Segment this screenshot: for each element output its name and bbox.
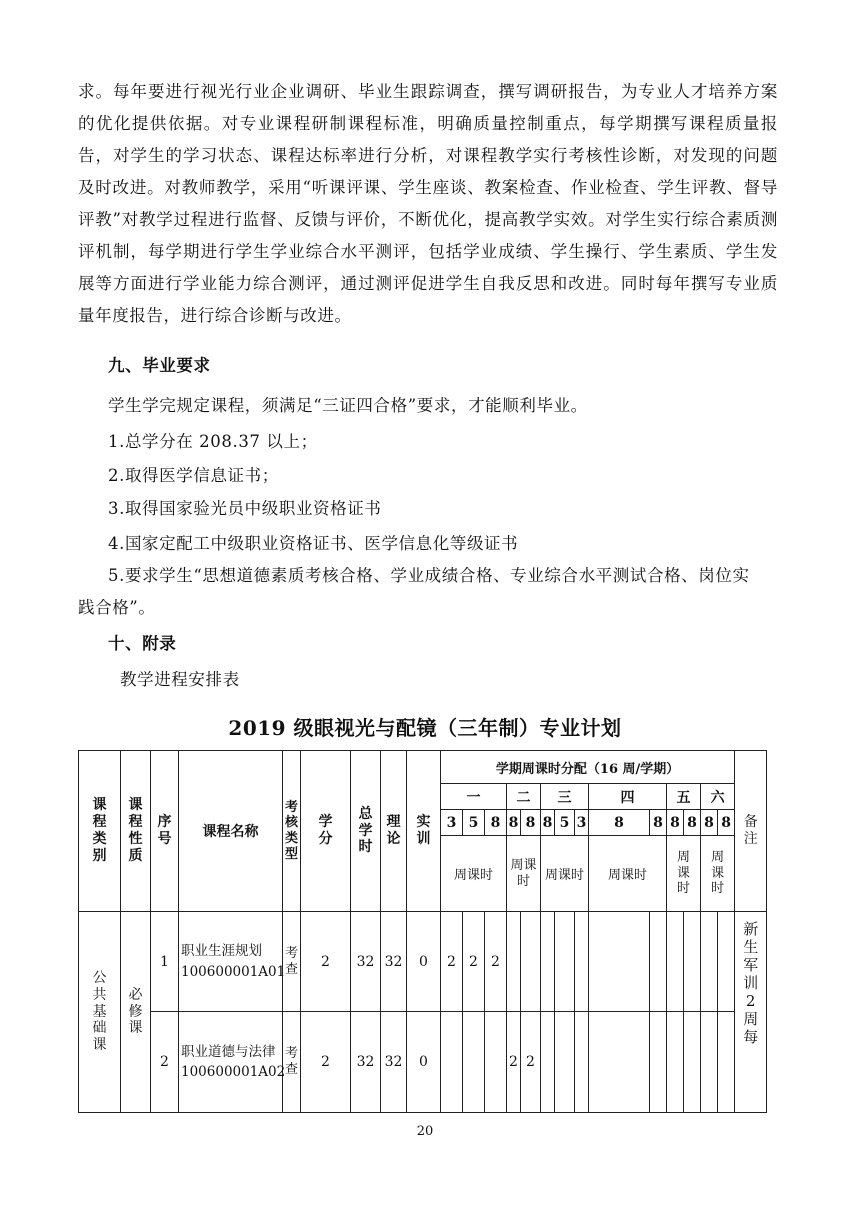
row-seq: 1 — [151, 912, 179, 1012]
weekly-hours-label: 周课时 — [507, 836, 541, 912]
weekly-hours-label: 周课时 — [541, 836, 589, 912]
row-hours — [667, 1012, 684, 1113]
nature-value: 必修课 — [121, 912, 151, 1113]
requirement-1: 1.总学分在 208.37 以上； — [108, 432, 318, 451]
row-assess: 考查 — [283, 912, 301, 1012]
week-count: 8 — [521, 810, 541, 836]
row-hours: 2 — [441, 912, 463, 1012]
appendix-label: 教学进程安排表 — [120, 670, 240, 689]
header-nature: 课程性质 — [121, 751, 151, 912]
header-seq: 序号 — [151, 751, 179, 912]
row-hours — [441, 1012, 463, 1113]
week-count: 8 — [507, 810, 521, 836]
row-hours — [541, 1012, 555, 1113]
row-theory: 32 — [381, 1012, 407, 1113]
requirement-4: 4.国家定配工中级职业资格证书、医学信息化等级证书 — [108, 534, 519, 553]
row-hours — [718, 912, 735, 1012]
weekly-hours-label: 周课时 — [441, 836, 507, 912]
row-hours — [650, 912, 667, 1012]
row-hours — [555, 912, 575, 1012]
row-hours — [650, 1012, 667, 1113]
semester-1: 一 — [441, 784, 507, 810]
row-hours — [701, 1012, 718, 1113]
row-total: 32 — [351, 912, 381, 1012]
section-9-intro: 学生学完规定课程，须满足“三证四合格”要求，才能顺利毕业。 — [108, 396, 588, 415]
header-category: 课程类别 — [79, 751, 121, 912]
weekly-hours-label: 周课时 — [589, 836, 667, 912]
header-semester-dist: 学期周课时分配（16 周/学期） — [441, 751, 735, 784]
row-theory: 32 — [381, 912, 407, 1012]
row-hours: 2 — [485, 912, 507, 1012]
header-remark: 备注 — [735, 751, 767, 912]
row-hours: 2 — [463, 912, 485, 1012]
section-9-heading: 九、毕业要求 — [108, 356, 211, 375]
table-title: 2019 级眼视光与配镜（三年制）专业计划 — [228, 716, 622, 740]
week-count: 8 — [541, 810, 555, 836]
requirement-5: 5.要求学生“思想道德素质考核合格、学业成绩合格、专业综合水平测试合格、岗位实 — [108, 566, 750, 585]
row-hours — [575, 912, 589, 1012]
row-practice: 0 — [407, 912, 441, 1012]
header-credit: 学分 — [301, 751, 351, 912]
header-assess: 考核类型 — [283, 751, 301, 912]
semester-4: 四 — [589, 784, 667, 810]
week-count: 3 — [575, 810, 589, 836]
row-hours — [485, 1012, 507, 1113]
row-hours — [463, 1012, 485, 1113]
row-course-name: 职业生涯规划 100600001A01 — [179, 912, 283, 1012]
row-hours — [575, 1012, 589, 1113]
category-value: 公共基础课 — [79, 912, 121, 1113]
body-paragraph-quality: 求。每年要进行视光行业企业调研、毕业生跟踪调查，撰写调研报告，为专业人才培养方案的优化提供依据。对专业课程研制课程标准，明确质量控制重点，每学期撰写课程质量报告，对学生的学习状态、课程达标率进行分析，对课程教学实行考核性诊断，对发现的问题及时改进。对教师教学，采用“听课评课、学生座谈、教案检查、作业检查、学生评教、督导评教”对教学过程进行监督、反馈与评价，不断优化，提高教学实效。对学生实行综合素质测评机制，每学期进行学生学业综合水平测评，包括学业成绩、学生操行、学生素质、学生发展等方面进行学业能力综合测评，通过测评促进学生自我反思和改进。同时每年撰写专业质量年度报告，进行综合诊断与改进。 — [78, 82, 778, 325]
header-theory: 理论 — [381, 751, 407, 912]
week-count: 8 — [485, 810, 507, 836]
header-name: 课程名称 — [179, 751, 283, 912]
row-total: 32 — [351, 1012, 381, 1113]
row-practice: 0 — [407, 1012, 441, 1113]
row-seq: 2 — [151, 1012, 179, 1113]
week-count: 8 — [718, 810, 735, 836]
week-count: 5 — [555, 810, 575, 836]
row-hours — [701, 912, 718, 1012]
row-hours — [541, 912, 555, 1012]
weekly-hours-label: 周课时 — [701, 836, 735, 912]
row-assess: 考查 — [283, 1012, 301, 1113]
semester-6: 六 — [701, 784, 735, 810]
week-count: 8 — [684, 810, 701, 836]
header-practice: 实训 — [407, 751, 441, 912]
week-count: 8 — [701, 810, 718, 836]
row-hours — [667, 912, 684, 1012]
row-hours — [684, 1012, 701, 1113]
row-hours — [589, 1012, 650, 1113]
week-count: 8 — [667, 810, 684, 836]
page-number: 20 — [416, 1124, 434, 1139]
requirement-2: 2.取得医学信息证书； — [108, 466, 279, 485]
requirement-3: 3.取得国家验光员中级职业资格证书 — [108, 499, 382, 518]
week-count: 8 — [650, 810, 667, 836]
row-hours — [507, 912, 521, 1012]
weekly-hours-label: 周课时 — [667, 836, 701, 912]
row-hours — [684, 912, 701, 1012]
semester-5: 五 — [667, 784, 701, 810]
week-count: 3 — [441, 810, 463, 836]
row-hours — [718, 1012, 735, 1113]
week-count: 8 — [589, 810, 650, 836]
row-credit: 2 — [301, 912, 351, 1012]
row-hours: 2 — [521, 1012, 541, 1113]
row-hours: 2 — [507, 1012, 521, 1113]
row-hours — [555, 1012, 575, 1113]
semester-2: 二 — [507, 784, 541, 810]
remark-value: 新生军训2周 每 — [735, 912, 767, 1113]
row-credit: 2 — [301, 1012, 351, 1113]
requirement-5-cont: 践合格”。 — [78, 598, 156, 617]
section-10-heading: 十、附录 — [108, 634, 177, 653]
row-hours — [521, 912, 541, 1012]
row-hours — [589, 912, 650, 1012]
teaching-plan-table — [78, 750, 767, 1113]
row-course-name: 职业道德与法律 100600001A02 — [179, 1012, 283, 1113]
week-count: 5 — [463, 810, 485, 836]
semester-3: 三 — [541, 784, 589, 810]
header-total-hours: 总学时 — [351, 751, 381, 912]
